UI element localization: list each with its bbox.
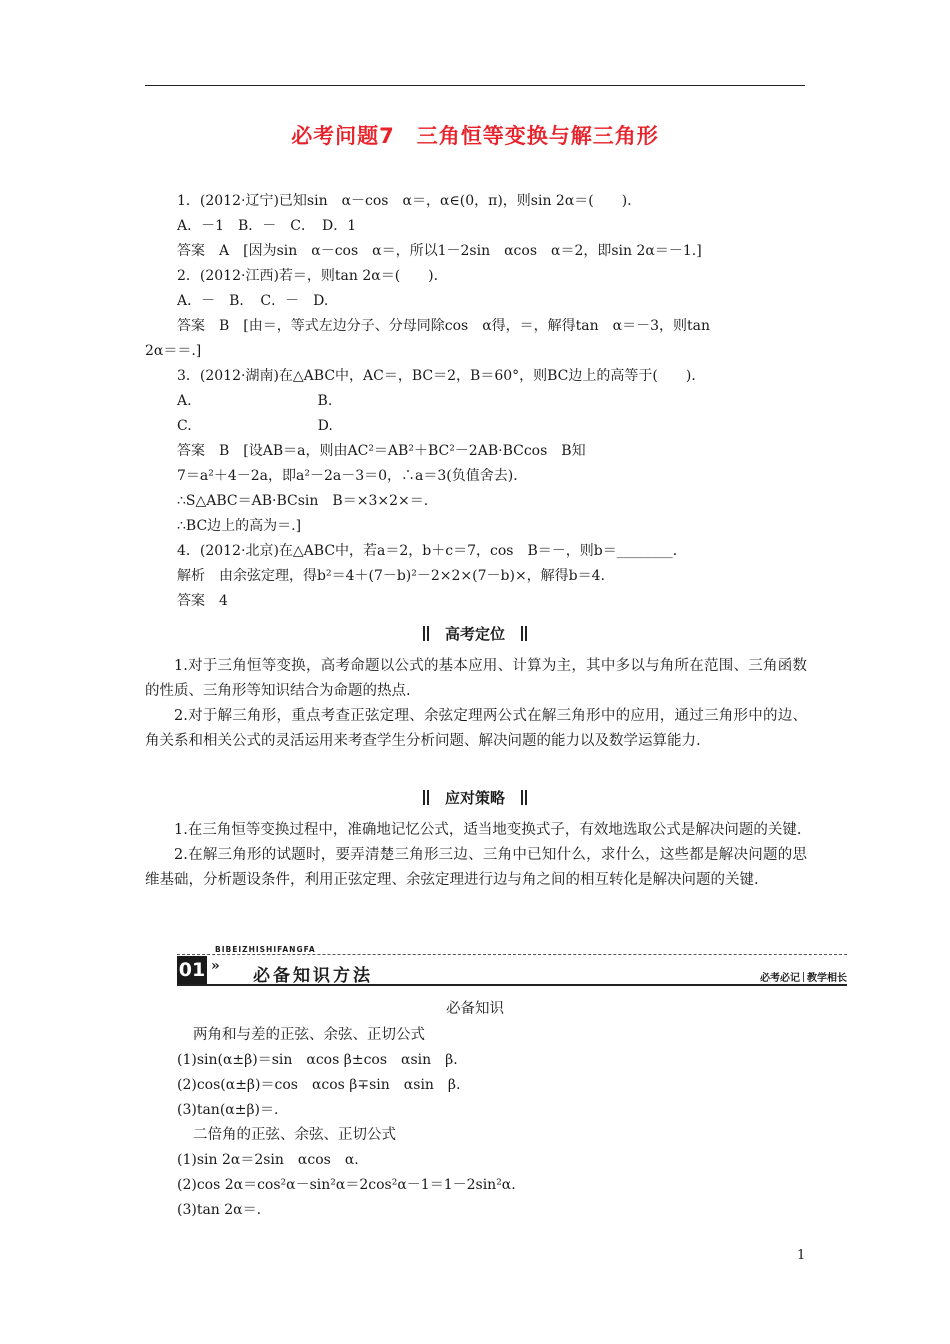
formula-line: (3)tan 2α＝.	[177, 1202, 262, 1218]
problem-3-answer-line2: 7＝a²＋4－2a，即a²－2a－3＝0，∴a＝3(负值舍去)．	[177, 468, 528, 484]
problem-3-answer-line4: ∴BC边上的高为＝.]	[177, 518, 302, 534]
banner-top-rule	[177, 954, 847, 955]
problem-1-choices: A．－1 B．－ C． D．1	[177, 218, 357, 234]
formula-line: (1)sin(α±β)＝sin αcos β±cos αsin β.	[177, 1052, 458, 1068]
problem-2-choices: A．－ B． C．－ D.	[177, 293, 329, 309]
gaokao-paragraph-1: 1.对于三角恒等变换，高考命题以公式的基本应用、计算为主，其中多以与角所在范围、三角函数的性质、三角形等知识结合为命题的热点.	[145, 658, 807, 699]
banner-pinyin: BIBEIZHISHIFANGFA	[215, 945, 320, 954]
formula-line: (3)tan(α±β)＝.	[177, 1102, 279, 1118]
problem-2-answer: 答案 B [由＝，等式左边分子、分母同除cos α得，＝，解得tan α＝－3，则tan	[177, 318, 710, 334]
problem-4-answer: 答案 4	[177, 593, 228, 609]
problem-4: 4．(2012·北京)在△ABC中，若a＝2，b＋c＝7，cos B＝－，则b＝________．	[177, 543, 687, 559]
heading-bar-right	[521, 626, 523, 641]
strategy-paragraph-1: 1.在三角恒等变换过程中，准确地记忆公式，适当地变换式子，有效地选取公式是解决问题的关键.	[174, 822, 802, 838]
formula-line: (2)cos(α±β)＝cos αcos β∓sin αsin β.	[177, 1077, 461, 1093]
gaokao-heading-text: 高考定位	[444, 625, 505, 643]
heading-bar-right	[525, 790, 527, 805]
strategy-heading-text: 应对策略	[444, 789, 505, 807]
formula-line: (1)sin 2α＝2sin αcos α.	[177, 1152, 359, 1168]
page-number: 1	[797, 1248, 806, 1263]
heading-bar-left	[423, 790, 425, 805]
knowledge-subheading-2: 二倍角的正弦、余弦、正切公式	[193, 1127, 396, 1143]
problem-2: 2．(2012·江西)若＝，则tan 2α＝( )．	[177, 268, 448, 284]
problem-3-answer: 答案 B [设AB＝a，则由AC²＝AB²＋BC²－2AB·BCcos B知	[177, 443, 586, 459]
banner-number-badge: 01	[177, 956, 207, 984]
heading-bar-left	[423, 626, 425, 641]
strategy-body	[145, 818, 807, 893]
problem-1-answer: 答案 A [因为sin α－cos α＝，所以1－2sin αcos α＝2，即sin 2α＝－1.]	[177, 243, 702, 259]
banner-right-tag	[760, 969, 847, 984]
header-rule	[145, 85, 805, 86]
formula-line: (2)cos 2α＝cos²α－sin²α＝2cos²α－1＝1－2sin²α.	[177, 1177, 516, 1193]
gaokao-body	[145, 654, 807, 754]
strategy-paragraph-2: 2.在解三角形的试题时，要弄清楚三角形三边、三角中已知什么，求什么，这些都是解决问题的思维基础，分析题设条件，利用正弦定理、余弦定理进行边与角之间的相互转化是解决问题的关键.	[145, 847, 807, 888]
gaokao-paragraph-2: 2.对于解三角形，重点考查正弦定理、余弦定理两公式在解三角形中的应用，通过三角形中的边、角关系和相关公式的灵活运用来考查学生分析问题、解决问题的能力以及数学运算能力.	[145, 708, 807, 749]
problem-2-answer-cont: 2α＝＝.]	[145, 343, 202, 359]
strategy-heading	[0, 787, 950, 808]
problem-1: 1．(2012·辽宁)已知sin α－cos α＝，α∈(0，π)，则sin 2α＝( )．	[177, 193, 642, 209]
banner-title: 必备知识方法	[253, 966, 373, 986]
heading-bar-right	[525, 626, 527, 641]
heading-bar-left	[427, 790, 429, 805]
chevron-right-icon: »	[211, 958, 220, 974]
banner-separator	[803, 972, 804, 982]
banner-right-a: 必考必记	[760, 973, 800, 984]
problem-3-answer-line3: ∴S△ABC＝AB·BCsin B＝×3×2×＝.	[177, 493, 429, 509]
heading-bar-right	[521, 790, 523, 805]
page-title: 必考问题7 三角恒等变换与解三角形	[291, 124, 659, 148]
problem-3: 3．(2012·湖南)在△ABC中，AC＝，BC＝2，B＝60°，则BC边上的高等于( )．	[177, 368, 706, 384]
heading-bar-left	[427, 626, 429, 641]
problem-4-solution: 解析 由余弦定理，得b²＝4＋(7－b)²－2×2×(7－b)×，解得b＝4.	[177, 568, 606, 584]
knowledge-subheading-1: 两角和与差的正弦、余弦、正切公式	[193, 1027, 425, 1043]
knowledge-heading: 必备知识	[446, 1001, 504, 1017]
problem-3-choices-ab: A. B.	[177, 393, 333, 409]
banner-right-b: 教学相长	[807, 973, 847, 984]
banner-bottom-rule	[177, 984, 847, 986]
problem-3-choices-cd: C. D.	[177, 418, 333, 434]
gaokao-heading	[0, 623, 950, 644]
